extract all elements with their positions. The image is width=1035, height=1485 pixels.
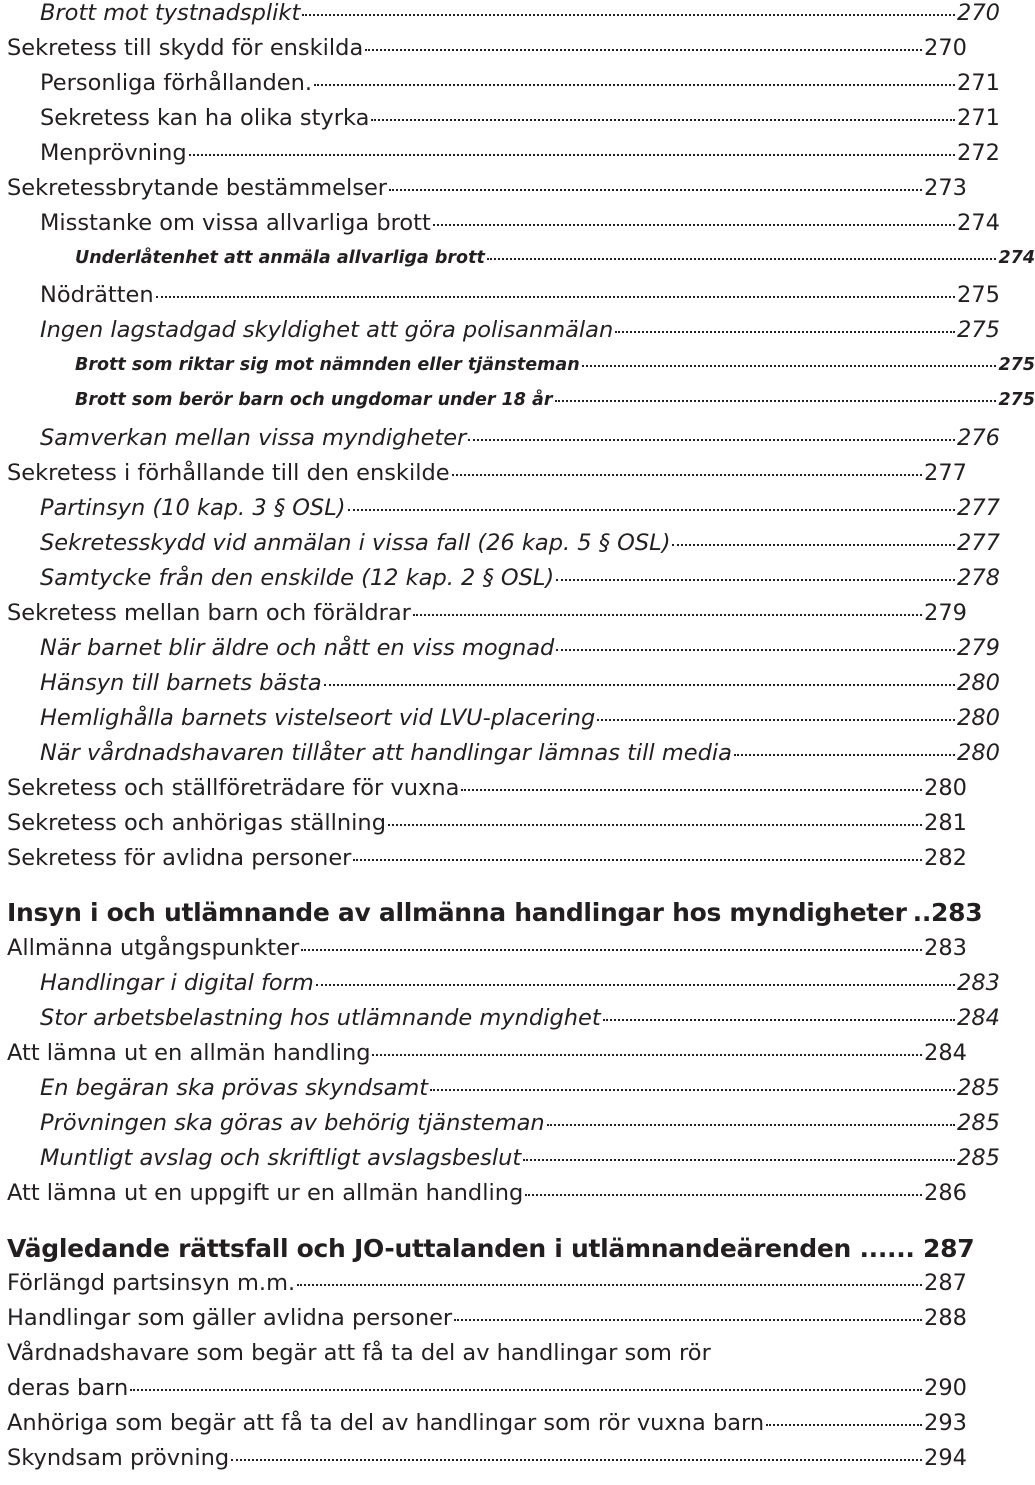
dot-leader xyxy=(301,932,922,951)
toc-entry-title: Samtycke från den enskilde (12 kap. 2 § OSL) xyxy=(40,565,555,591)
toc-entry xyxy=(0,175,967,201)
toc-entry xyxy=(0,1110,1000,1136)
toc-entry-title: Ingen lagstadgad skyldighet att göra polisanmälan xyxy=(40,317,614,343)
toc-entry xyxy=(0,425,1000,451)
toc-entry xyxy=(0,282,1000,308)
toc-entry xyxy=(0,1410,967,1436)
toc-page-number: 270 xyxy=(957,0,1000,26)
dot-leader xyxy=(189,137,955,156)
toc-page-number: 281 xyxy=(924,810,967,836)
toc-entry-title: Förlängd partsinsyn m.m. xyxy=(7,1270,296,1296)
toc-page-number: 280 xyxy=(957,740,1000,766)
toc-entry-title: Sekretess för avlidna personer xyxy=(7,845,352,871)
toc-page-number: 278 xyxy=(957,565,1000,591)
toc-entry xyxy=(0,935,967,961)
dot-leader xyxy=(452,457,922,476)
dot-leader xyxy=(523,1142,955,1161)
toc-entry xyxy=(0,495,1000,521)
toc-entry-title: Vägledande rättsfall och JO-uttalanden i utlämnandeärenden ...... 287 xyxy=(7,1234,975,1263)
toc-entry-title: Nödrätten xyxy=(40,282,154,308)
toc-entry-title: Att lämna ut en uppgift ur en allmän handling xyxy=(7,1180,524,1206)
toc-entry xyxy=(0,705,1000,731)
toc-entry xyxy=(0,140,1000,166)
toc-entry-title: Handlingar i digital form xyxy=(40,970,314,996)
dot-leader xyxy=(324,667,955,686)
toc-entry-title: Allmänna utgångspunkter xyxy=(7,935,300,961)
dot-leader xyxy=(314,67,955,86)
toc-entry xyxy=(0,1040,967,1066)
toc-entry-title: Partinsyn (10 kap. 3 § OSL) xyxy=(40,495,346,521)
dot-leader xyxy=(365,32,922,51)
toc-section-heading xyxy=(0,1234,975,1263)
dot-leader xyxy=(130,1372,922,1391)
dot-leader xyxy=(734,737,955,756)
toc-page-number: 283 xyxy=(957,970,1000,996)
toc-page-number: 275 xyxy=(998,390,1035,411)
toc-entry-title: Misstanke om vissa allvarliga brott xyxy=(40,210,431,236)
toc-entry-title: Brott som berör barn och ungdomar under 18 år xyxy=(75,390,553,411)
dot-leader xyxy=(468,422,955,441)
dot-leader xyxy=(555,387,997,402)
toc-entry-title: När vårdnadshavaren tillåter att handlingar lämnas till media xyxy=(40,740,732,766)
toc-entry xyxy=(0,970,1000,996)
toc-entry-title: Sekretess i förhållande till den enskilde xyxy=(7,460,450,486)
toc-entry xyxy=(0,1180,967,1206)
toc-entry-title: Samverkan mellan vissa myndigheter xyxy=(40,425,467,451)
dot-leader xyxy=(353,842,922,861)
dot-leader xyxy=(413,597,922,616)
toc-page-number: 277 xyxy=(924,460,967,486)
dot-leader xyxy=(556,562,955,581)
toc-entry xyxy=(0,845,967,871)
toc-entry xyxy=(0,635,1000,661)
dot-leader xyxy=(388,807,922,826)
toc-page-number: 277 xyxy=(957,530,1000,556)
toc-entry-title: Brott mot tystnadsplikt xyxy=(40,0,301,26)
dot-leader xyxy=(672,527,955,546)
toc-page-number: 286 xyxy=(924,1180,967,1206)
dot-leader xyxy=(316,967,955,986)
toc-page-number: 284 xyxy=(924,1040,967,1066)
toc-entry xyxy=(0,810,967,836)
toc-entry-title: Muntligt avslag och skriftligt avslagsbeslut xyxy=(40,1145,522,1171)
toc-entry-title: Sekretess till skydd för enskilda xyxy=(7,35,364,61)
toc-page-number: 272 xyxy=(957,140,1000,166)
dot-leader xyxy=(597,702,955,721)
toc-entry xyxy=(0,1375,967,1401)
toc-entry xyxy=(0,1445,967,1471)
dot-leader xyxy=(371,102,955,121)
toc-entry-title: När barnet blir äldre och nått en viss mognad xyxy=(40,635,555,661)
toc-entry-title: Sekretessbrytande bestämmelser xyxy=(7,175,388,201)
toc-entry-title: Att lämna ut en allmän handling xyxy=(7,1040,371,1066)
toc-entry-title: Stor arbetsbelastning hos utlämnande myndighet xyxy=(40,1005,601,1031)
toc-entry xyxy=(0,670,1000,696)
toc-entry xyxy=(0,740,1000,766)
toc-entry xyxy=(0,1270,967,1296)
toc-page-number: 293 xyxy=(924,1410,967,1436)
toc-entry xyxy=(0,600,967,626)
toc-entry xyxy=(0,1305,967,1331)
dot-leader xyxy=(372,1037,922,1056)
toc-page-number: 279 xyxy=(924,600,967,626)
toc-page-number: ..283 xyxy=(912,898,983,927)
dot-leader xyxy=(231,1442,922,1461)
toc-entry-title: Menprövning xyxy=(40,140,187,166)
toc-entry-title: Sekretess mellan barn och föräldrar xyxy=(7,600,411,626)
dot-leader xyxy=(487,245,997,260)
toc-page-number: 277 xyxy=(957,495,1000,521)
toc-entry-title: Handlingar som gäller avlidna personer xyxy=(7,1305,453,1331)
toc-entry-title: En begäran ska prövas skyndsamt xyxy=(40,1075,429,1101)
toc-page-number: 280 xyxy=(957,705,1000,731)
toc-entry-title: deras barn xyxy=(7,1375,129,1401)
toc-entry xyxy=(0,105,1000,131)
toc-entry xyxy=(0,355,1035,375)
toc-page-number: 290 xyxy=(924,1375,967,1401)
dot-leader xyxy=(525,1177,922,1196)
toc-section-heading xyxy=(0,898,983,927)
toc-entry-title: Insyn i och utlämnande av allmänna handlingar hos myndigheter xyxy=(7,898,907,927)
toc-entry-title: Sekretess kan ha olika styrka xyxy=(40,105,370,131)
toc-entry xyxy=(0,248,1035,268)
toc-entry xyxy=(0,390,1035,410)
dot-leader xyxy=(430,1072,955,1091)
toc-page-number: 271 xyxy=(957,105,1000,131)
toc-page-number: 279 xyxy=(957,635,1000,661)
toc-page-number: 288 xyxy=(924,1305,967,1331)
toc-entry-title: Sekretess och anhörigas ställning xyxy=(7,810,386,836)
toc-page-number: 285 xyxy=(957,1145,1000,1171)
toc-entry xyxy=(0,1340,967,1366)
toc-entry-title: Underlåtenhet att anmäla allvarliga brott xyxy=(75,248,485,269)
toc-entry xyxy=(0,0,1000,26)
toc-entry-title: Hemlighålla barnets vistelseort vid LVU-placering xyxy=(40,705,596,731)
toc-page-number: 270 xyxy=(924,35,967,61)
toc-page-number: 275 xyxy=(957,282,1000,308)
toc-page-number: 275 xyxy=(957,317,1000,343)
toc-entry xyxy=(0,530,1000,556)
dot-leader xyxy=(297,1267,922,1286)
toc-page-number: 287 xyxy=(924,1270,967,1296)
toc-entry xyxy=(0,210,1000,236)
toc-entry xyxy=(0,1075,1000,1101)
toc-entry-title: Brott som riktar sig mot nämnden eller tjänsteman xyxy=(75,355,580,376)
toc-page-number: 273 xyxy=(924,175,967,201)
dot-leader xyxy=(454,1302,922,1321)
dot-leader xyxy=(615,314,955,333)
toc-page-number: 284 xyxy=(957,1005,1000,1031)
dot-leader xyxy=(156,279,955,298)
dot-leader xyxy=(389,172,922,191)
dot-leader xyxy=(766,1407,922,1426)
toc-page-number: 294 xyxy=(924,1445,967,1471)
toc-entry xyxy=(0,775,967,801)
dot-leader xyxy=(461,772,922,791)
toc-page-number: 285 xyxy=(957,1075,1000,1101)
toc-page-number: 280 xyxy=(957,670,1000,696)
toc-entry-title: Hänsyn till barnets bästa xyxy=(40,670,322,696)
toc-entry xyxy=(0,35,967,61)
toc-page-number: 280 xyxy=(924,775,967,801)
dot-leader xyxy=(302,0,955,16)
dot-leader xyxy=(433,207,955,226)
toc-page-number: 276 xyxy=(957,425,1000,451)
toc-page-number: 283 xyxy=(924,935,967,961)
toc-entry-title: Personliga förhållanden. xyxy=(40,70,313,96)
dot-leader xyxy=(603,1002,955,1021)
toc-page-number: 274 xyxy=(998,248,1035,269)
toc-page-number: 285 xyxy=(957,1110,1000,1136)
toc-entry-title: Vårdnadshavare som begär att få ta del av handlingar som rör xyxy=(7,1340,711,1366)
toc-entry xyxy=(0,317,1000,343)
dot-leader xyxy=(556,632,955,651)
toc-page-number: 274 xyxy=(957,210,1000,236)
toc-entry-title: Prövningen ska göras av behörig tjänsteman xyxy=(40,1110,545,1136)
toc-entry xyxy=(0,1005,1000,1031)
dot-leader xyxy=(348,492,956,511)
toc-entry xyxy=(0,1145,1000,1171)
toc-entry-title: Anhöriga som begär att få ta del av handlingar som rör vuxna barn xyxy=(7,1410,765,1436)
toc-entry xyxy=(0,70,1000,96)
dot-leader xyxy=(582,352,997,367)
toc-entry xyxy=(0,460,967,486)
toc-entry xyxy=(0,565,1000,591)
toc-entry-title: Sekretesskydd vid anmälan i vissa fall (26 kap. 5 § OSL) xyxy=(40,530,671,556)
toc-entry-title: Sekretess och ställföreträdare för vuxna xyxy=(7,775,460,801)
dot-leader xyxy=(547,1107,955,1126)
toc-page-number: 275 xyxy=(998,355,1035,376)
toc-entry-title: Skyndsam prövning xyxy=(7,1445,230,1471)
toc-page-number: 271 xyxy=(957,70,1000,96)
toc-page-number: 282 xyxy=(924,845,967,871)
